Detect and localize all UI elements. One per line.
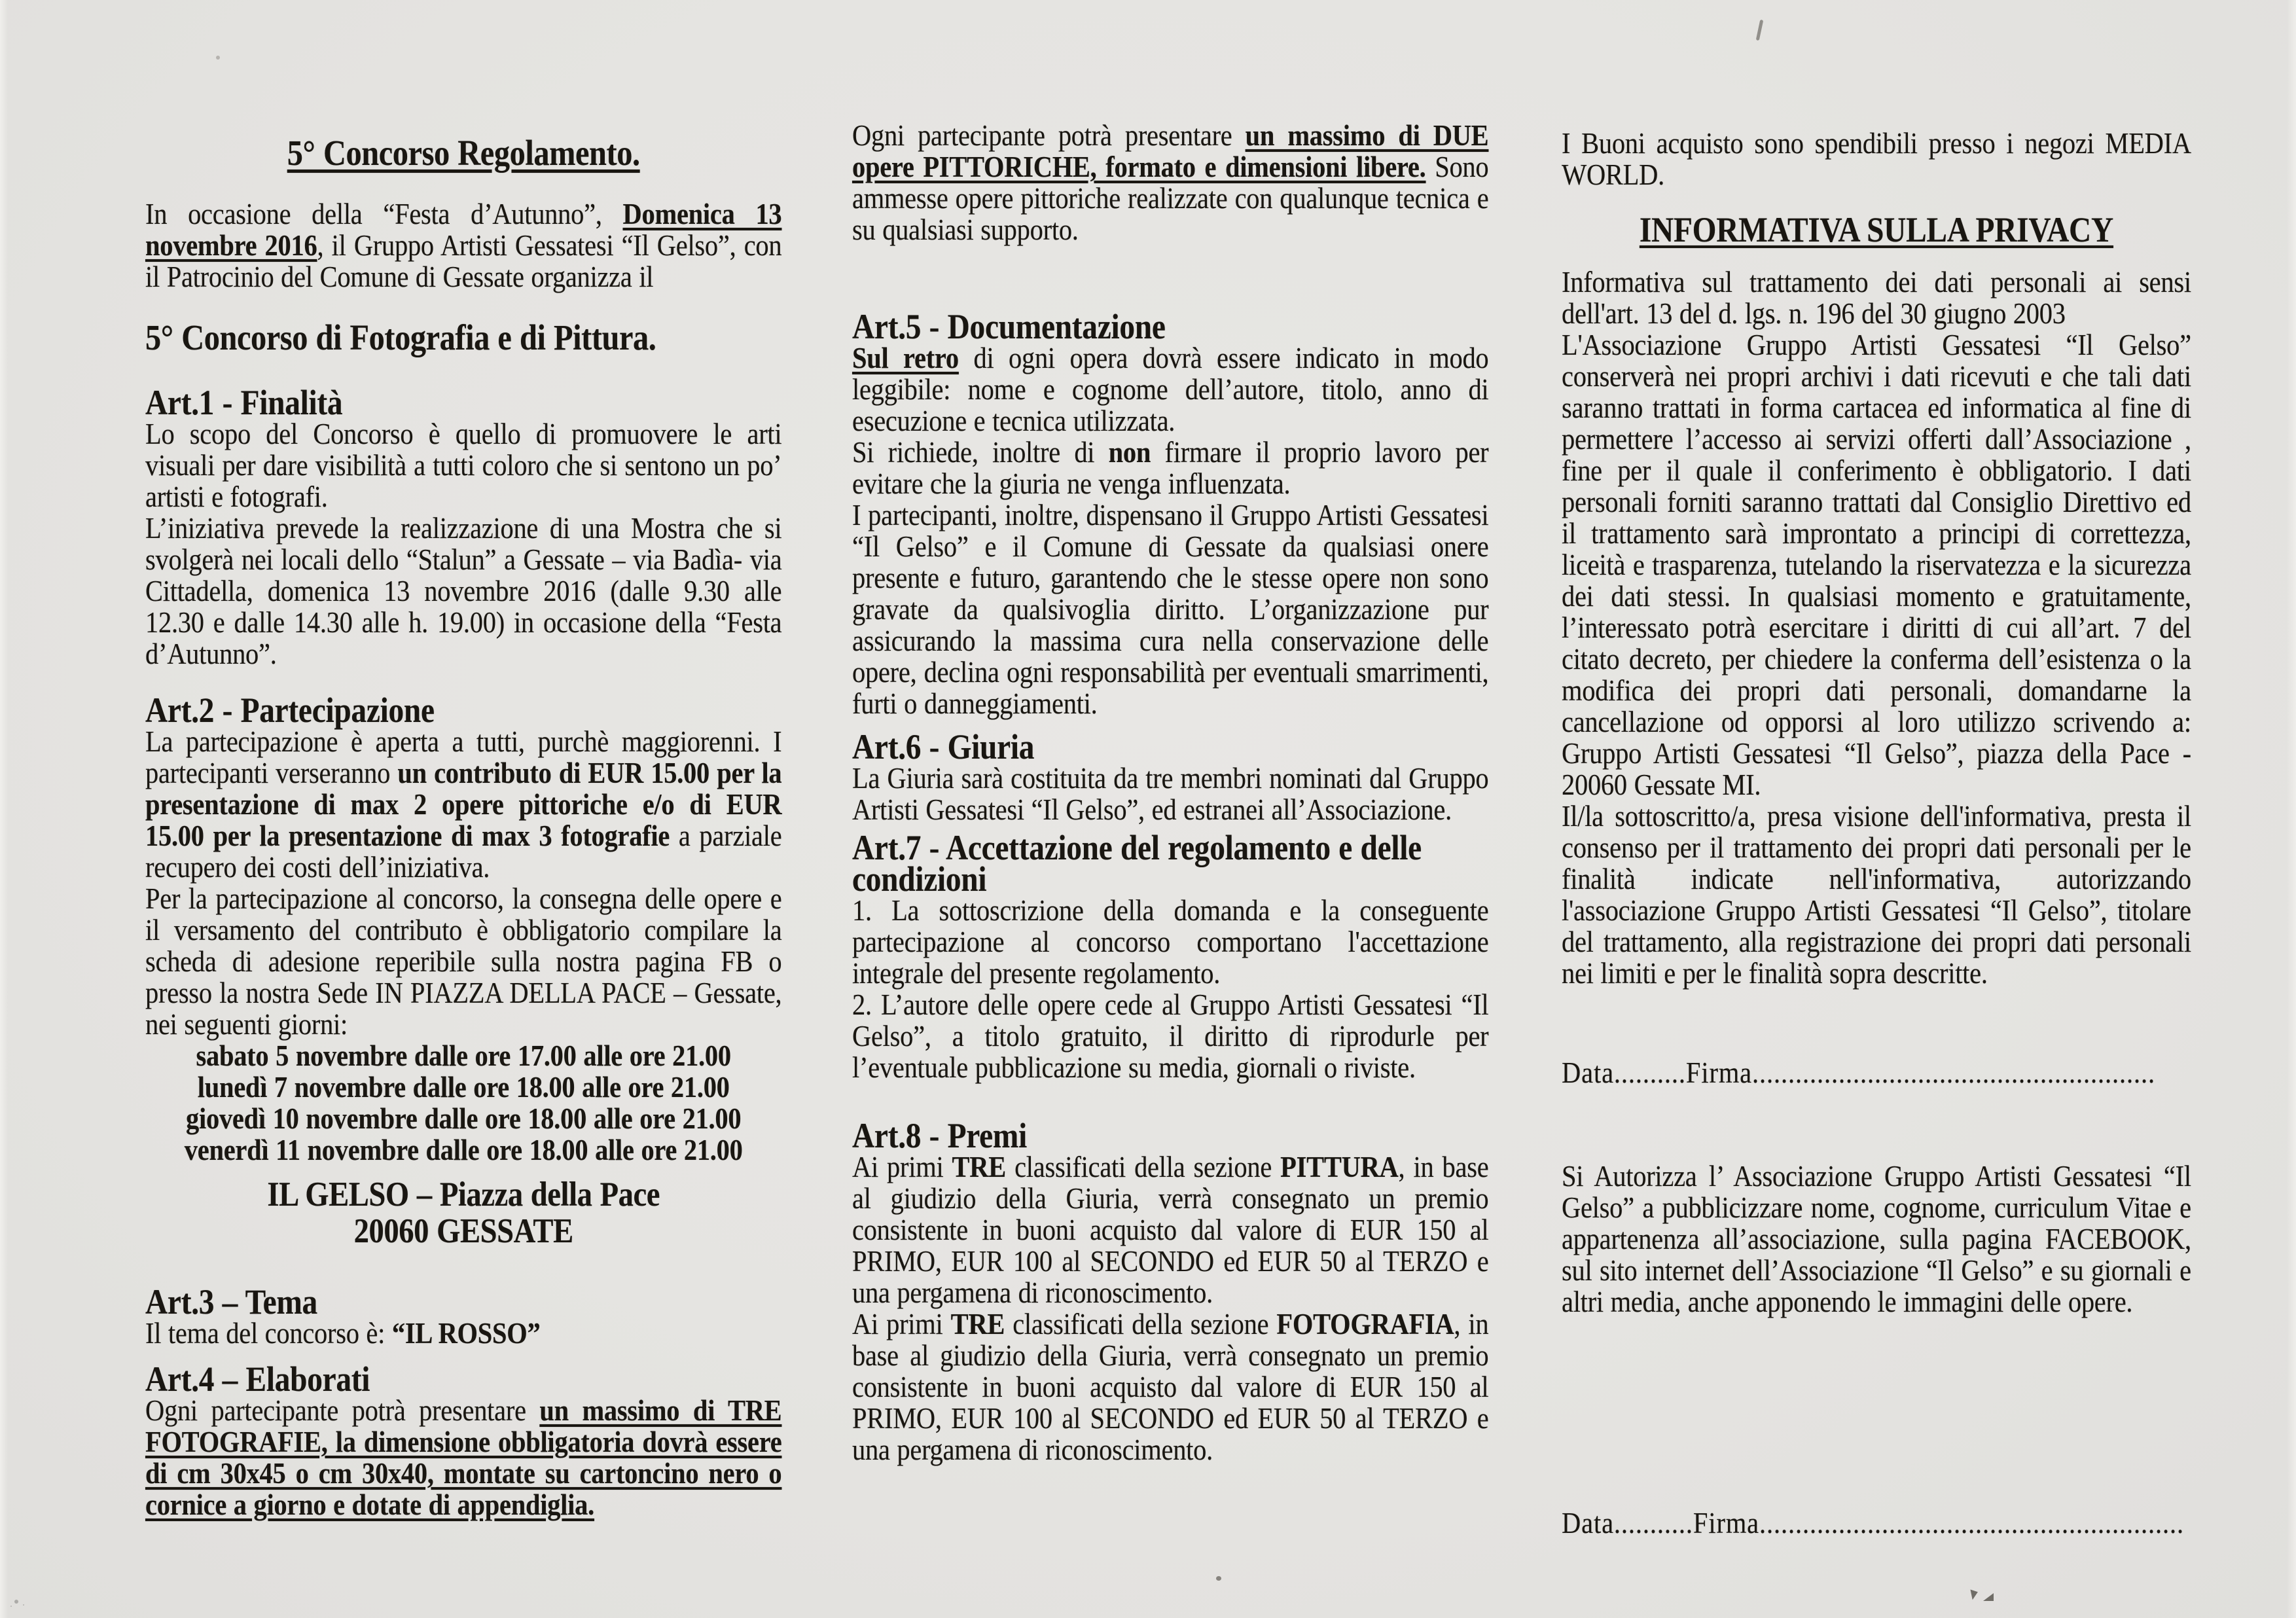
venue-address-line: 20060 GESSATE bbox=[353, 1212, 573, 1250]
scan-speck-tick bbox=[1967, 1589, 1978, 1600]
scan-edge-left bbox=[0, 0, 8, 1618]
art2-paragraph-1 bbox=[145, 726, 781, 883]
art5-non-emphasis: non bbox=[1108, 435, 1151, 469]
art5-text-3: firmare il proprio lavoro per evitare che la giuria ne venga influenzata. bbox=[852, 435, 1489, 500]
art1-paragraph-2: L’iniziativa prevede la realizzazione di una Mostra che si svolgerà nei locali dello “Stalun” a Gessate – via Badìa- via Cittadella, domenica 13 novembre 2016 (dalle 9.30 alle 12.30 e dalle 14.30 alle h. 19.00) in occasione della “Festa d’Autunno”. bbox=[145, 511, 782, 670]
art8-text-5: classificati della sezione bbox=[1005, 1307, 1277, 1340]
art4-photo-rules-emphasis: un massimo di TRE FOTOGRAFIE, la dimensione obbligatoria dovrà essere di cm 30x45 o cm 30x40, montate su cartoncino nero o cornice a giorno e dotate di appendiglia. bbox=[145, 1393, 782, 1521]
art5-heading: Art.5 - Documentazione bbox=[852, 307, 1166, 346]
column-middle bbox=[852, 120, 1488, 1465]
art5-text-1: di ogni opera dovrà essere indicato in modo leggibile: nome e cognome dell’autore, titolo, anno di esecuzione e tecnica utilizzata. bbox=[852, 341, 1489, 437]
art3-theme-emphasis: “IL ROSSO” bbox=[391, 1316, 541, 1350]
art8-tre-emphasis: TRE bbox=[952, 1150, 1006, 1183]
art8-tre-emphasis-2: TRE bbox=[950, 1307, 1005, 1340]
scan-speck-slash bbox=[1756, 20, 1764, 41]
art3-heading: Art.3 – Tema bbox=[145, 1282, 317, 1321]
art1-paragraph-1: Lo scopo del Concorso è quello di promuovere le arti visuali per dare visibilità a tutti coloro che si sentono un po’ artisti e fotografi. bbox=[145, 417, 782, 513]
intro-date-emphasis: Domenica 13 novembre 2016 bbox=[145, 197, 782, 262]
art8-text-3: , in base al giudizio della Giuria, verrà consegnato un premio consistente in buoni acquisto dal valore di EUR 150 al PRIMO, EUR 100 al SECONDO ed EUR 50 al TERZO e una pergamena di riconoscimento. bbox=[852, 1150, 1489, 1309]
art8-pittura-emphasis: PITTURA bbox=[1280, 1150, 1399, 1183]
painting-text-start: Ogni partecipante potrà presentare bbox=[852, 118, 1246, 152]
art8-text-4: Ai primi bbox=[852, 1307, 951, 1340]
intro-paragraph bbox=[145, 198, 781, 293]
art5-text-2: Si richiede, inoltre di bbox=[852, 435, 1109, 469]
art8-photo-prizes-paragraph bbox=[852, 1308, 1488, 1465]
painting-rules-emphasis: un massimo di DUE opere PITTORICHE, formato e dimensioni libere. bbox=[852, 118, 1489, 183]
art2-paragraph-2: Per la partecipazione al concorso, la consegna delle opere e il versamento del contributo è obbligatorio compilare la scheda di adesione reperibile sulla nostra pagina FB o presso la nostra Sede IN PIAZZA DELLA PACE – Gessate, nei seguenti giorni: bbox=[145, 882, 782, 1041]
art2-heading: Art.2 - Partecipazione bbox=[145, 691, 435, 730]
art8-text-6: , in base al giudizio della Giuria, verrà consegnato un premio consistente in buoni acquisto dal valore di EUR 150 al PRIMO, EUR 100 al SECONDO ed EUR 50 al TERZO e una pergamena di riconoscimento. bbox=[852, 1307, 1489, 1466]
opening-day-row: lunedì 7 novembre dalle ore 18.00 alle ore 21.00 bbox=[197, 1070, 730, 1104]
date-signature-line-2: Data...........Firma........................................................... bbox=[1562, 1506, 2185, 1539]
opening-day-row: venerdì 11 novembre dalle ore 18.00 alle ore 21.00 bbox=[184, 1133, 743, 1166]
art3-paragraph bbox=[145, 1318, 781, 1349]
art4-paragraph bbox=[145, 1395, 781, 1520]
scan-speck-dot bbox=[1216, 1576, 1221, 1581]
column-right bbox=[1562, 128, 2191, 1539]
art8-text-1: Ai primi bbox=[852, 1150, 952, 1183]
opening-day-row: giovedì 10 novembre dalle ore 18.00 alle ore 21.00 bbox=[186, 1102, 742, 1135]
painting-rules-paragraph bbox=[852, 120, 1488, 245]
privacy-intro-paragraph: Informativa sul trattamento dei dati personali ai sensi dell'art. 13 del d. lgs. n. 196 del 30 giugno 2003 bbox=[1562, 265, 2191, 330]
art1-heading: Art.1 - Finalità bbox=[145, 383, 343, 422]
art4-text-start: Ogni partecipante potrà presentare bbox=[145, 1393, 540, 1427]
art4-heading: Art.4 – Elaborati bbox=[145, 1359, 370, 1399]
art6-heading: Art.6 - Giuria bbox=[852, 727, 1035, 766]
scan-speck-star bbox=[14, 1600, 18, 1604]
scan-speck-dot bbox=[216, 56, 220, 60]
publicity-authorization-paragraph: Si Autorizza l’ Associazione Gruppo Artisti Gessatesi “Il Gelso” a pubblicizzare nome, cognome, curriculum Vitae e appartenenza all’associazione, sulla pagina FACEBOOK, sul sito internet dell’Associazione “Il Gelso” e su giornali e altri media, anche apponendo le immagini delle opere. bbox=[1562, 1159, 2191, 1318]
contest-subtitle: 5° Concorso di Fotografia e di Pittura. bbox=[145, 317, 656, 357]
scan-speck-tick bbox=[1983, 1593, 1994, 1601]
vouchers-paragraph: I Buoni acquisto sono spendibili presso i negozi MEDIA WORLD. bbox=[1562, 126, 2191, 191]
art7-heading: Art.7 - Accettazione del regolamento e delle condizioni bbox=[852, 828, 1422, 899]
privacy-heading: INFORMATIVA SULLA PRIVACY bbox=[1639, 210, 2113, 249]
art3-text-start: Il tema del concorso è: bbox=[145, 1316, 392, 1350]
privacy-consent-paragraph: Il/la sottoscritto/a, presa visione dell'informativa, presta il consenso per il trattamento dei propri dati personali per le finalità indicate nell'informativa, autorizzando l'associazione Gruppo Artisti Gessatesi “Il Gelso”, titolare del trattamento, alla registrazione dei propri dati personali nei limiti e per le finalità sopra descritte. bbox=[1562, 799, 2191, 990]
art6-paragraph: La Giuria sarà costituita da tre membri nominati dal Gruppo Artisti Gessatesi “Il Gelso”, ed estranei all’Associazione. bbox=[852, 761, 1489, 826]
painting-text-end: Sono ammesse opere pittoriche realizzate con qualunque tecnica e su qualsiasi supporto. bbox=[852, 150, 1489, 246]
date-signature-line-1: Data..........Firma........................................................ bbox=[1562, 1056, 2156, 1089]
intro-text-start: In occasione della “Festa d’Autunno”, bbox=[145, 197, 623, 230]
art7-item-1: 1. La sottoscrizione della domanda e la conseguente partecipazione al concorso comportano l'accettazione integrale del presente regolamento. bbox=[852, 893, 1489, 990]
art7-item-2: 2. L’autore delle opere cede al Gruppo Artisti Gessatesi “Il Gelso”, a titolo gratuito, il diritto di riprodurle per l’eventuale pubblicazione su media, giornali o riviste. bbox=[852, 988, 1489, 1084]
art8-painting-prizes-paragraph bbox=[852, 1151, 1488, 1308]
scan-edge-right bbox=[2287, 0, 2296, 1618]
privacy-body-paragraph: L'Associazione Gruppo Artisti Gessatesi “Il Gelso” conserverà nei propri archivi i dati ricevuti e che tali dati saranno trattati in forma cartacea ed informatica al fine di permettere l’accesso ai servizi offerti dall’Associazione , fine per il quale il conferimento è obbligatorio. I dati personali forniti saranno trattati dal Consiglio Direttivo ed il trattamento sarà improntato a principi di correttezza, liceità e trasparenza, tutelando la riservatezza e la sicurezza dei dati stessi. In qualsiasi momento e gratuitamente, l’interessato potrà esercitare i diritti di cui all’art. 7 del citato decreto, per chiedere la conferma dell’esistenza o la modifica dei propri dati personali, domandarne la cancellazione od opporsi al loro utilizzo scrivendo a: Gruppo Artisti Gessatesi “Il Gelso”, piazza della Pace - 20060 Gessate MI. bbox=[1562, 328, 2191, 801]
venue-name-line: IL GELSO – Piazza della Pace bbox=[267, 1176, 660, 1214]
art2-text-end: a parziale recupero dei costi dell’iniziativa. bbox=[145, 819, 782, 884]
art8-heading: Art.8 - Premi bbox=[852, 1116, 1027, 1155]
art8-text-2: classificati della sezione bbox=[1005, 1150, 1281, 1183]
opening-day-row: sabato 5 novembre dalle ore 17.00 alle ore 21.00 bbox=[196, 1039, 731, 1072]
art5-sul-retro-emphasis: Sul retro bbox=[852, 341, 959, 374]
opening-days-list bbox=[145, 1040, 781, 1166]
page-title: 5° Concorso Regolamento. bbox=[287, 133, 640, 173]
art8-fotografia-emphasis: FOTOGRAFIA bbox=[1276, 1307, 1454, 1340]
intro-text-end: , il Gruppo Artisti Gessatesi “Il Gelso”, con il Patrocinio del Comune di Gessate organizza il bbox=[145, 228, 782, 293]
art5-paragraph-1 bbox=[852, 342, 1488, 437]
art2-text-start: La partecipazione è aperta a tutti, purchè maggiorenni. I partecipanti verseranno bbox=[145, 725, 782, 789]
column-left bbox=[145, 134, 781, 1520]
art5-paragraph-3: I partecipanti, inoltre, dispensano il Gruppo Artisti Gessatesi “Il Gelso” e il Comune di Gessate da qualsiasi onere presente e futuro, garantendo che le stesse opere non sono gravate da qualsivoglia diritto. L’organizzazione pur assicurando la massima cura nella conservazione delle opere, declina ogni responsabilità per eventuali smarrimenti, furti o danneggiamenti. bbox=[852, 498, 1489, 720]
art2-fee-emphasis: un contributo di EUR 15.00 per la presentazione di max 2 opere pittoriche e/o di EUR 15.00 per la presentazione di max 3 fotografie bbox=[145, 756, 782, 852]
art5-paragraph-2 bbox=[852, 437, 1488, 499]
